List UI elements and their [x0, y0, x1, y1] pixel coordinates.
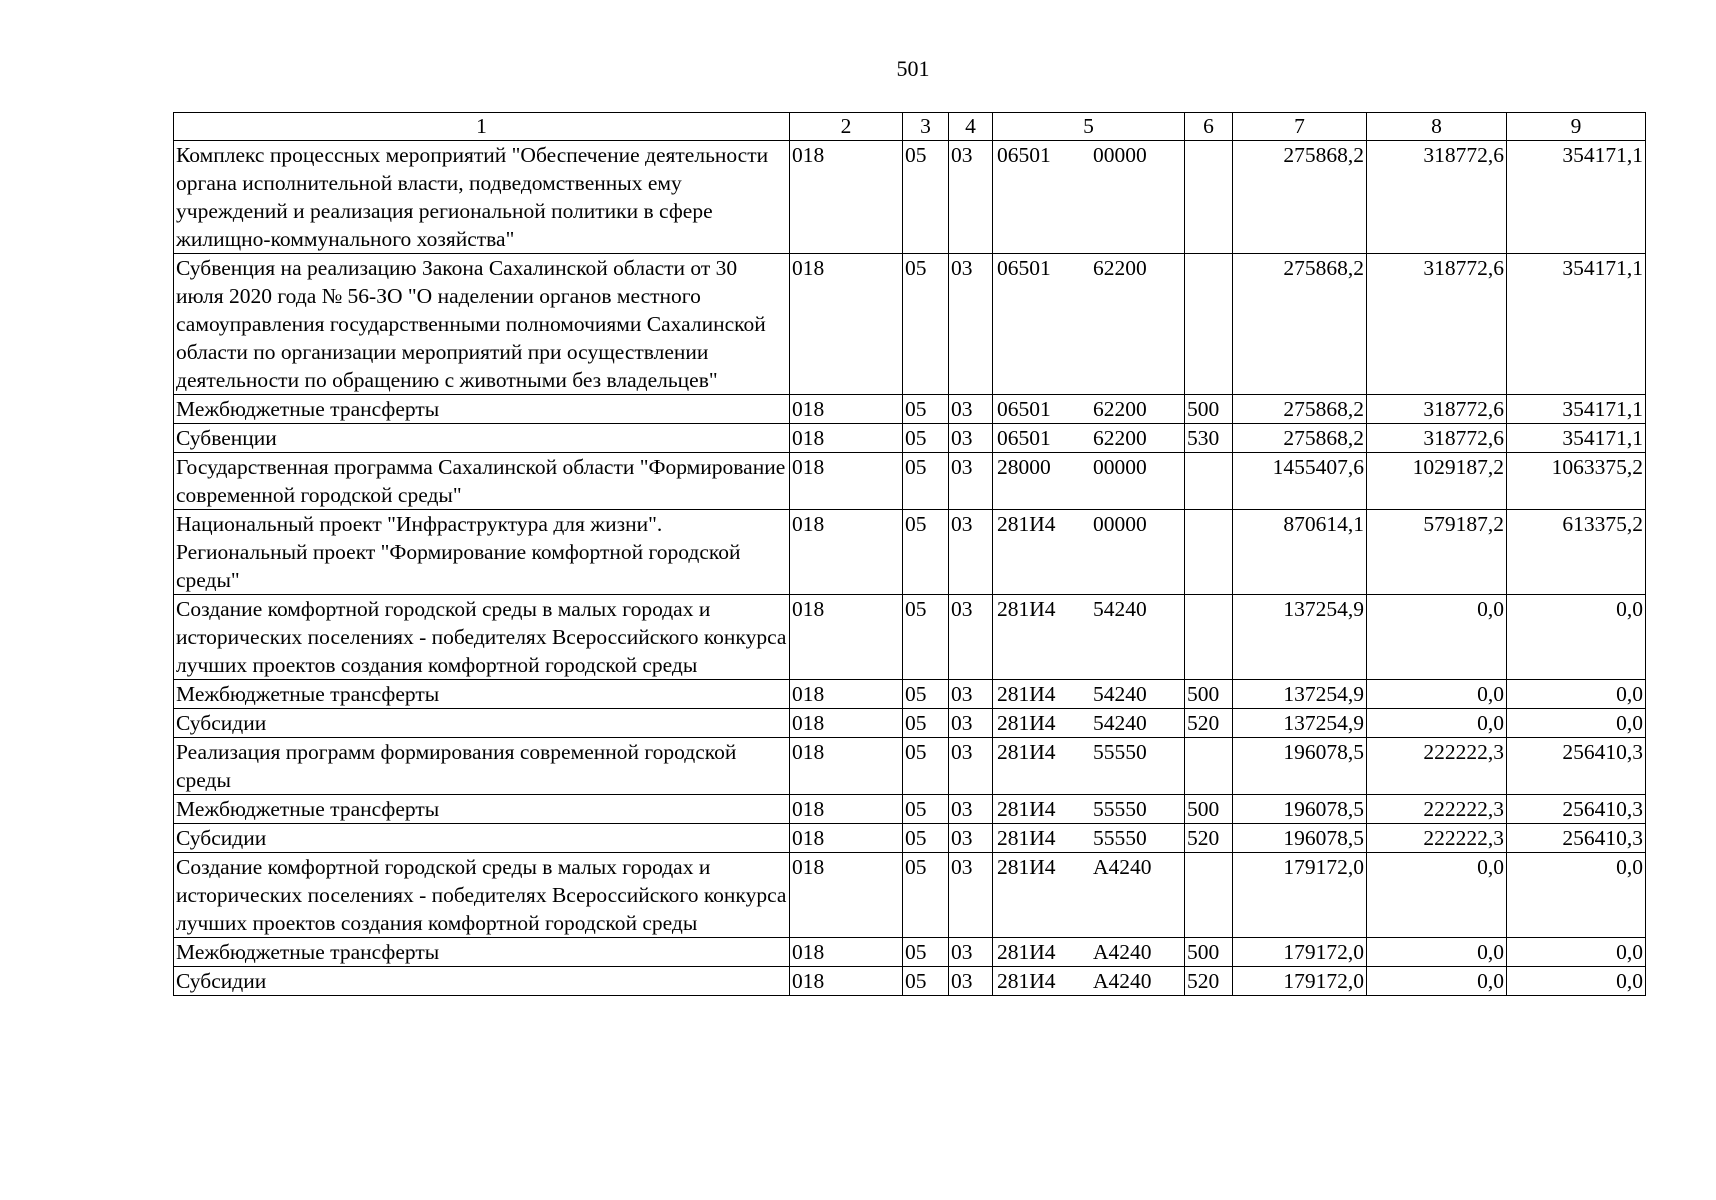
- amount-year-3: 613375,2: [1507, 510, 1646, 595]
- amount-year-1: 196078,5: [1233, 738, 1367, 795]
- ministry-code: 018: [790, 395, 903, 424]
- ministry-code: 018: [790, 738, 903, 795]
- section-code: 05: [903, 680, 949, 709]
- table-row: [174, 395, 1646, 424]
- col-header-4: 4: [949, 113, 993, 141]
- table-row: [174, 141, 1646, 254]
- amount-year-1: 179172,0: [1233, 853, 1367, 938]
- ministry-code: 018: [790, 424, 903, 453]
- section-code: 05: [903, 938, 949, 967]
- item-name: Субвенции: [174, 424, 790, 453]
- item-name: Субсидии: [174, 967, 790, 996]
- target-article-code: [993, 595, 1185, 680]
- section-code: 05: [903, 395, 949, 424]
- item-name: Межбюджетные трансферты: [174, 680, 790, 709]
- direction-code: 62200: [1093, 256, 1147, 280]
- program-code: 281И4: [997, 826, 1056, 850]
- ministry-code: 018: [790, 938, 903, 967]
- direction-code: 54240: [1093, 597, 1147, 621]
- amount-year-1: 196078,5: [1233, 795, 1367, 824]
- table-row: [174, 595, 1646, 680]
- amount-year-3: 0,0: [1507, 709, 1646, 738]
- item-name: Межбюджетные трансферты: [174, 395, 790, 424]
- program-code: 281И4: [997, 740, 1056, 764]
- expense-type-code: [1185, 254, 1233, 395]
- target-article-code: [993, 967, 1185, 996]
- target-article-code: [993, 853, 1185, 938]
- amount-year-1: 179172,0: [1233, 938, 1367, 967]
- amount-year-2: 1029187,2: [1367, 453, 1507, 510]
- item-name: Субвенция на реализацию Закона Сахалинской области от 30 июля 2020 года № 56-ЗО "О наделении органов местного самоуправления государственными полномочиями Сахалинской области по организации мероприятий при осуществлении деятельности по обращению с животными без владельцев": [174, 254, 790, 395]
- direction-code: 62200: [1093, 397, 1147, 421]
- table-row: [174, 795, 1646, 824]
- subsection-code: 03: [949, 738, 993, 795]
- table-body: [174, 141, 1646, 996]
- subsection-code: 03: [949, 510, 993, 595]
- col-header-7: 7: [1233, 113, 1367, 141]
- item-name: Комплекс процессных мероприятий "Обеспечение деятельности органа исполнительной власти, подведомственных ему учреждений и реализация региональной политики в сфере жилищно-коммунального хозяйства": [174, 141, 790, 254]
- section-code: 05: [903, 141, 949, 254]
- target-article-code: [993, 938, 1185, 967]
- amount-year-2: 0,0: [1367, 680, 1507, 709]
- program-code: 281И4: [997, 797, 1056, 821]
- amount-year-2: 222222,3: [1367, 795, 1507, 824]
- ministry-code: 018: [790, 680, 903, 709]
- table-row: [174, 967, 1646, 996]
- subsection-code: 03: [949, 141, 993, 254]
- direction-code: 00000: [1093, 455, 1147, 479]
- program-code: 06501: [997, 143, 1051, 167]
- amount-year-2: 318772,6: [1367, 141, 1507, 254]
- program-code: 06501: [997, 397, 1051, 421]
- amount-year-3: 354171,1: [1507, 254, 1646, 395]
- item-name: Субсидии: [174, 709, 790, 738]
- target-article-code: [993, 680, 1185, 709]
- amount-year-3: 1063375,2: [1507, 453, 1646, 510]
- table-row: [174, 510, 1646, 595]
- amount-year-3: 354171,1: [1507, 424, 1646, 453]
- section-code: 05: [903, 595, 949, 680]
- subsection-code: 03: [949, 709, 993, 738]
- table-row: [174, 938, 1646, 967]
- table-row: [174, 709, 1646, 738]
- amount-year-2: 0,0: [1367, 595, 1507, 680]
- table-row: [174, 738, 1646, 795]
- item-name: Государственная программа Сахалинской области "Формирование современной городской среды": [174, 453, 790, 510]
- program-code: 281И4: [997, 512, 1056, 536]
- table-row: [174, 453, 1646, 510]
- section-code: 05: [903, 824, 949, 853]
- amount-year-1: 137254,9: [1233, 595, 1367, 680]
- target-article-code: [993, 254, 1185, 395]
- amount-year-3: 256410,3: [1507, 795, 1646, 824]
- ministry-code: 018: [790, 853, 903, 938]
- table-row: [174, 853, 1646, 938]
- item-name: Субсидии: [174, 824, 790, 853]
- amount-year-2: 0,0: [1367, 853, 1507, 938]
- expense-type-code: 500: [1185, 795, 1233, 824]
- col-header-9: 9: [1507, 113, 1646, 141]
- direction-code: А4240: [1093, 855, 1152, 879]
- table-row: [174, 680, 1646, 709]
- target-article-code: [993, 738, 1185, 795]
- expense-type-code: [1185, 595, 1233, 680]
- direction-code: 62200: [1093, 426, 1147, 450]
- item-name: Создание комфортной городской среды в малых городах и исторических поселениях - победителях Всероссийского конкурса лучших проектов создания комфортной городской среды: [174, 595, 790, 680]
- amount-year-2: 0,0: [1367, 938, 1507, 967]
- amount-year-2: 222222,3: [1367, 738, 1507, 795]
- subsection-code: 03: [949, 424, 993, 453]
- amount-year-2: 222222,3: [1367, 824, 1507, 853]
- direction-code: А4240: [1093, 969, 1152, 993]
- item-name: Создание комфортной городской среды в малых городах и исторических поселениях - победителях Всероссийского конкурса лучших проектов создания комфортной городской среды: [174, 853, 790, 938]
- col-header-8: 8: [1367, 113, 1507, 141]
- target-article-code: [993, 709, 1185, 738]
- target-article-code: [993, 424, 1185, 453]
- direction-code: 00000: [1093, 143, 1147, 167]
- expense-type-code: 520: [1185, 709, 1233, 738]
- target-article-code: [993, 453, 1185, 510]
- amount-year-1: 137254,9: [1233, 709, 1367, 738]
- expense-type-code: [1185, 453, 1233, 510]
- expense-type-code: [1185, 853, 1233, 938]
- expense-type-code: 520: [1185, 824, 1233, 853]
- program-code: 06501: [997, 426, 1051, 450]
- table-row: [174, 424, 1646, 453]
- section-code: 05: [903, 967, 949, 996]
- program-code: 281И4: [997, 940, 1056, 964]
- target-article-code: [993, 395, 1185, 424]
- program-code: 281И4: [997, 855, 1056, 879]
- ministry-code: 018: [790, 967, 903, 996]
- program-code: 281И4: [997, 711, 1056, 735]
- page-number: 501: [896, 56, 930, 81]
- direction-code: 55550: [1093, 797, 1147, 821]
- program-code: 281И4: [997, 682, 1056, 706]
- amount-year-1: 275868,2: [1233, 254, 1367, 395]
- direction-code: А4240: [1093, 940, 1152, 964]
- program-code: 281И4: [997, 597, 1056, 621]
- amount-year-3: 0,0: [1507, 938, 1646, 967]
- amount-year-3: 0,0: [1507, 595, 1646, 680]
- subsection-code: 03: [949, 967, 993, 996]
- amount-year-1: 275868,2: [1233, 395, 1367, 424]
- amount-year-3: 0,0: [1507, 967, 1646, 996]
- item-name: Национальный проект "Инфраструктура для жизни". Региональный проект "Формирование комфортной городской среды": [174, 510, 790, 595]
- amount-year-1: 870614,1: [1233, 510, 1367, 595]
- amount-year-3: 354171,1: [1507, 141, 1646, 254]
- ministry-code: 018: [790, 141, 903, 254]
- ministry-code: 018: [790, 510, 903, 595]
- subsection-code: 03: [949, 853, 993, 938]
- amount-year-2: 318772,6: [1367, 254, 1507, 395]
- amount-year-3: 0,0: [1507, 680, 1646, 709]
- subsection-code: 03: [949, 595, 993, 680]
- amount-year-2: 579187,2: [1367, 510, 1507, 595]
- amount-year-2: 0,0: [1367, 967, 1507, 996]
- item-name: Реализация программ формирования современной городской среды: [174, 738, 790, 795]
- section-code: 05: [903, 738, 949, 795]
- direction-code: 55550: [1093, 740, 1147, 764]
- subsection-code: 03: [949, 453, 993, 510]
- ministry-code: 018: [790, 824, 903, 853]
- section-code: 05: [903, 453, 949, 510]
- expense-type-code: 500: [1185, 395, 1233, 424]
- section-code: 05: [903, 510, 949, 595]
- amount-year-1: 179172,0: [1233, 967, 1367, 996]
- section-code: 05: [903, 254, 949, 395]
- subsection-code: 03: [949, 824, 993, 853]
- direction-code: 54240: [1093, 711, 1147, 735]
- amount-year-1: 137254,9: [1233, 680, 1367, 709]
- amount-year-2: 318772,6: [1367, 424, 1507, 453]
- direction-code: 00000: [1093, 512, 1147, 536]
- col-header-3: 3: [903, 113, 949, 141]
- direction-code: 54240: [1093, 682, 1147, 706]
- target-article-code: [993, 510, 1185, 595]
- expense-type-code: 500: [1185, 938, 1233, 967]
- target-article-code: [993, 824, 1185, 853]
- amount-year-1: 275868,2: [1233, 424, 1367, 453]
- budget-table: [173, 112, 1646, 996]
- table-row: [174, 824, 1646, 853]
- expense-type-code: 520: [1185, 967, 1233, 996]
- amount-year-1: 1455407,6: [1233, 453, 1367, 510]
- expense-type-code: 500: [1185, 680, 1233, 709]
- target-article-code: [993, 795, 1185, 824]
- subsection-code: 03: [949, 254, 993, 395]
- direction-code: 55550: [1093, 826, 1147, 850]
- amount-year-2: 0,0: [1367, 709, 1507, 738]
- col-header-1: 1: [174, 113, 790, 141]
- target-article-code: [993, 141, 1185, 254]
- amount-year-3: 256410,3: [1507, 824, 1646, 853]
- item-name: Межбюджетные трансферты: [174, 795, 790, 824]
- ministry-code: 018: [790, 709, 903, 738]
- subsection-code: 03: [949, 938, 993, 967]
- subsection-code: 03: [949, 795, 993, 824]
- expense-type-code: [1185, 510, 1233, 595]
- expense-type-code: [1185, 141, 1233, 254]
- item-name: Межбюджетные трансферты: [174, 938, 790, 967]
- amount-year-1: 196078,5: [1233, 824, 1367, 853]
- col-header-2: 2: [790, 113, 903, 141]
- ministry-code: 018: [790, 254, 903, 395]
- program-code: 06501: [997, 256, 1051, 280]
- amount-year-3: 0,0: [1507, 853, 1646, 938]
- program-code: 281И4: [997, 969, 1056, 993]
- subsection-code: 03: [949, 395, 993, 424]
- subsection-code: 03: [949, 680, 993, 709]
- expense-type-code: [1185, 738, 1233, 795]
- expense-type-code: 530: [1185, 424, 1233, 453]
- header-row: [174, 113, 1646, 141]
- program-code: 28000: [997, 455, 1051, 479]
- table-row: [174, 254, 1646, 395]
- ministry-code: 018: [790, 795, 903, 824]
- amount-year-3: 256410,3: [1507, 738, 1646, 795]
- col-header-5: 5: [993, 113, 1185, 141]
- section-code: 05: [903, 709, 949, 738]
- section-code: 05: [903, 424, 949, 453]
- col-header-6: 6: [1185, 113, 1233, 141]
- amount-year-2: 318772,6: [1367, 395, 1507, 424]
- ministry-code: 018: [790, 595, 903, 680]
- amount-year-3: 354171,1: [1507, 395, 1646, 424]
- section-code: 05: [903, 795, 949, 824]
- amount-year-1: 275868,2: [1233, 141, 1367, 254]
- ministry-code: 018: [790, 453, 903, 510]
- section-code: 05: [903, 853, 949, 938]
